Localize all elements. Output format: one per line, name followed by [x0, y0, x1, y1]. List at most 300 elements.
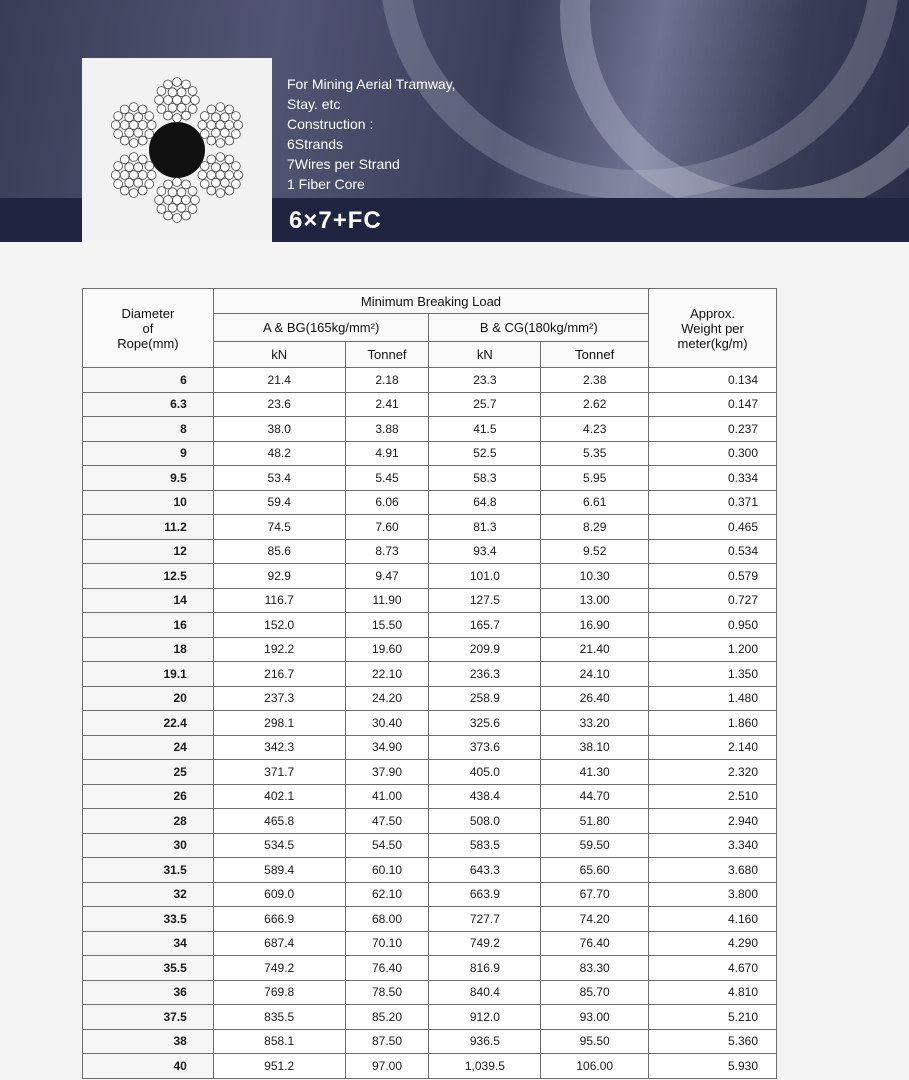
a-tonnef-cell: 7.60 [345, 515, 429, 540]
b-tonnef-cell: 106.00 [541, 1054, 649, 1079]
b-kn-cell: 405.0 [429, 760, 541, 785]
table-row [83, 466, 777, 491]
diameter-cell: 32 [83, 882, 214, 907]
header-line: Rope(mm) [117, 335, 179, 351]
b-kn-cell: 727.7 [429, 907, 541, 932]
wire-shape [220, 178, 229, 187]
header-line: meter(kg/m) [677, 335, 748, 351]
diameter-cell: 14 [83, 588, 214, 613]
table-row [83, 907, 777, 932]
wire-shape [188, 87, 197, 96]
b-tonnef-cell: 85.70 [541, 980, 649, 1005]
weight-cell: 0.300 [649, 441, 777, 466]
weight-header [649, 289, 777, 368]
b-kn-cell: 438.4 [429, 784, 541, 809]
wire-shape [134, 163, 143, 172]
wire-shape [220, 113, 229, 122]
table-row [83, 1029, 777, 1054]
wire-shape [157, 187, 166, 196]
weight-cell: 0.334 [649, 466, 777, 491]
b-kn-cell: 663.9 [429, 882, 541, 907]
a-kn-cell: 74.5 [213, 515, 345, 540]
table-row [83, 613, 777, 638]
table-row [83, 662, 777, 687]
wire-shape [147, 171, 156, 180]
spec-table [82, 288, 777, 1079]
a-kn-cell: 216.7 [213, 662, 345, 687]
table-row [83, 1054, 777, 1079]
weight-cell: 4.810 [649, 980, 777, 1005]
a-kn-cell: 858.1 [213, 1029, 345, 1054]
b-kn-cell: 93.4 [429, 539, 541, 564]
wire-shape [207, 155, 216, 164]
table-row [83, 490, 777, 515]
table-row [83, 858, 777, 883]
table-row [83, 809, 777, 834]
b-tonnef-cell: 16.90 [541, 613, 649, 638]
header-line: Weight per [681, 320, 744, 336]
wire-shape [225, 155, 234, 164]
wire-shape [168, 203, 177, 212]
diameter-cell: 28 [83, 809, 214, 834]
wire-shape [155, 96, 164, 105]
weight-cell: 0.371 [649, 490, 777, 515]
table-row [83, 784, 777, 809]
a-kn-cell: 666.9 [213, 907, 345, 932]
wire-shape [129, 121, 138, 130]
wire-shape [198, 121, 207, 130]
a-tonnef-cell: 11.90 [345, 588, 429, 613]
a-tonnef-cell: 41.00 [345, 784, 429, 809]
spec-sheet [82, 288, 777, 1078]
wire-shape [157, 87, 166, 96]
wire-shape [211, 113, 220, 122]
table-row [83, 956, 777, 981]
wire-shape [211, 178, 220, 187]
a-kn-cell: 402.1 [213, 784, 345, 809]
b-kn-cell: 236.3 [429, 662, 541, 687]
diameter-cell: 26 [83, 784, 214, 809]
wire-shape [173, 78, 182, 87]
a-tonnef-cell: 60.10 [345, 858, 429, 883]
b-tonnef-cell: 13.00 [541, 588, 649, 613]
weight-cell: 5.210 [649, 1005, 777, 1030]
a-kn-cell: 687.4 [213, 931, 345, 956]
wire-shape [182, 111, 191, 120]
wire-shape [225, 121, 234, 130]
wire-shape [225, 171, 234, 180]
wire-shape [164, 96, 173, 105]
wire-shape [173, 114, 182, 123]
a-tonnef-cell: 8.73 [345, 539, 429, 564]
wire-shape [138, 155, 147, 164]
b-kn-cell: 127.5 [429, 588, 541, 613]
a-tonnef-cell: 97.00 [345, 1054, 429, 1079]
b-tonnef-cell: 38.10 [541, 735, 649, 760]
b-tonnef-cell: 26.40 [541, 686, 649, 711]
weight-cell: 3.800 [649, 882, 777, 907]
a-kn-cell: 192.2 [213, 637, 345, 662]
header-line: Approx. [690, 305, 735, 321]
wire-shape [207, 121, 216, 130]
diameter-cell: 34 [83, 931, 214, 956]
diameter-cell: 19.1 [83, 662, 214, 687]
b-tonnef-cell: 9.52 [541, 539, 649, 564]
a-kn-cell: 116.7 [213, 588, 345, 613]
weight-cell: 3.680 [649, 858, 777, 883]
wire-shape [177, 103, 186, 112]
rope-cross-section-icon [100, 70, 254, 230]
wire-shape [145, 130, 154, 139]
weight-cell: 0.237 [649, 417, 777, 442]
a-tonnef-cell: 2.18 [345, 368, 429, 393]
a-tonnef-cell: 9.47 [345, 564, 429, 589]
b-kn-cell: 258.9 [429, 686, 541, 711]
weight-cell: 4.290 [649, 931, 777, 956]
wire-shape [216, 121, 225, 130]
wire-shape [234, 121, 243, 130]
a-kn-cell: 237.3 [213, 686, 345, 711]
table-row [83, 539, 777, 564]
b-tonnef-cell: 95.50 [541, 1029, 649, 1054]
wire-shape [182, 80, 191, 89]
b-tonnef-cell: 10.30 [541, 564, 649, 589]
b-kn-cell: 81.3 [429, 515, 541, 540]
wire-shape [173, 96, 182, 105]
a-tonnef-cell: 47.50 [345, 809, 429, 834]
b-kn-cell: 209.9 [429, 637, 541, 662]
diameter-cell: 31.5 [83, 858, 214, 883]
header-line: of [142, 320, 154, 336]
b-kn-cell: 52.5 [429, 441, 541, 466]
weight-cell: 2.320 [649, 760, 777, 785]
group-a-header: A & BG(165kg/mm²) [213, 314, 429, 342]
wire-shape [182, 211, 191, 220]
min-breaking-load-header: Minimum Breaking Load [213, 289, 648, 314]
b-tonnef-cell: 59.50 [541, 833, 649, 858]
table-row [83, 368, 777, 393]
b-tonnef-cell: 24.10 [541, 662, 649, 687]
weight-cell: 2.940 [649, 809, 777, 834]
diameter-cell: 6.3 [83, 392, 214, 417]
b-tonnef-cell: 93.00 [541, 1005, 649, 1030]
wire-shape [182, 180, 191, 189]
b-kn-cell: 165.7 [429, 613, 541, 638]
wire-shape [198, 171, 207, 180]
b-tonnef-cell: 2.62 [541, 392, 649, 417]
a-kn-cell: 589.4 [213, 858, 345, 883]
wire-shape [138, 121, 147, 130]
wire-shape [225, 136, 234, 145]
description-line: Construction : [287, 116, 374, 132]
b-kn-cell: 23.3 [429, 368, 541, 393]
wire-shape [177, 188, 186, 197]
a-tonnef-cell: 54.50 [345, 833, 429, 858]
wire-shape [129, 171, 138, 180]
a-tonnef-cell: 62.10 [345, 882, 429, 907]
wire-shape [211, 128, 220, 137]
wire-shape [216, 171, 225, 180]
table-row [83, 564, 777, 589]
wire-shape [155, 196, 164, 205]
b-tonnef-cell: 67.70 [541, 882, 649, 907]
table-row [83, 441, 777, 466]
wire-shape [164, 196, 173, 205]
b-tonnef-cell: 2.38 [541, 368, 649, 393]
wire-shape [216, 153, 225, 162]
a-kn-cell: 534.5 [213, 833, 345, 858]
diameter-cell: 22.4 [83, 711, 214, 736]
wire-shape [145, 180, 154, 189]
b-kn-cell: 583.5 [429, 833, 541, 858]
a-kn-cell: 48.2 [213, 441, 345, 466]
description-line: 6Strands [287, 136, 344, 152]
weight-cell: 0.727 [649, 588, 777, 613]
wire-shape [120, 136, 129, 145]
b-tonnef-cell: 83.30 [541, 956, 649, 981]
a-tonnef-cell: 2.41 [345, 392, 429, 417]
description-line: 1 Fiber Core [287, 176, 365, 192]
a-kn-cell: 371.7 [213, 760, 345, 785]
wire-shape [232, 180, 241, 189]
table-row [83, 760, 777, 785]
weight-cell: 3.340 [649, 833, 777, 858]
wire-shape [125, 128, 134, 137]
b-tonnef-cell: 33.20 [541, 711, 649, 736]
b-tonnef-cell: 5.35 [541, 441, 649, 466]
wire-shape [182, 196, 191, 205]
wire-shape [120, 186, 129, 195]
b-tonnef-cell: 76.40 [541, 931, 649, 956]
weight-cell: 0.579 [649, 564, 777, 589]
a-tonnef-cell: 4.91 [345, 441, 429, 466]
wire-shape [188, 105, 197, 114]
b-tonnef-cell: 41.30 [541, 760, 649, 785]
wire-shape [173, 214, 182, 223]
diameter-cell: 37.5 [83, 1005, 214, 1030]
wire-shape [168, 103, 177, 112]
diameter-cell: 16 [83, 613, 214, 638]
weight-cell: 1.860 [649, 711, 777, 736]
a-kn-cell: 609.0 [213, 882, 345, 907]
wire-shape [111, 171, 120, 180]
kn-header: kN [213, 342, 345, 368]
wire-shape [182, 96, 191, 105]
diameter-cell: 9.5 [83, 466, 214, 491]
description-line: For Mining Aerial Tramway, [287, 76, 456, 92]
table-row [83, 711, 777, 736]
table-row [83, 392, 777, 417]
b-kn-cell: 41.5 [429, 417, 541, 442]
weight-cell: 1.480 [649, 686, 777, 711]
table-row [83, 417, 777, 442]
wire-shape [114, 130, 123, 139]
wire-shape [168, 188, 177, 197]
wire-shape [234, 171, 243, 180]
a-kn-cell: 23.6 [213, 392, 345, 417]
table-row [83, 588, 777, 613]
wire-shape [216, 139, 225, 148]
a-kn-cell: 152.0 [213, 613, 345, 638]
wire-shape [164, 211, 173, 220]
wire-shape [120, 121, 129, 130]
b-kn-cell: 373.6 [429, 735, 541, 760]
b-kn-cell: 643.3 [429, 858, 541, 883]
wire-shape [125, 113, 134, 122]
a-tonnef-cell: 5.45 [345, 466, 429, 491]
wire-shape [173, 196, 182, 205]
wire-shape [129, 153, 138, 162]
description-line: Stay. etc [287, 96, 341, 112]
wire-shape [200, 112, 209, 121]
diameter-cell: 9 [83, 441, 214, 466]
diameter-cell: 6 [83, 368, 214, 393]
wire-shape [188, 187, 197, 196]
wire-shape [168, 88, 177, 97]
wire-shape [164, 80, 173, 89]
weight-cell: 2.510 [649, 784, 777, 809]
wire-shape [173, 178, 182, 187]
wire-shape [216, 103, 225, 112]
wire-shape [145, 112, 154, 121]
weight-cell: 0.465 [649, 515, 777, 540]
wire-shape [164, 180, 173, 189]
a-tonnef-cell: 78.50 [345, 980, 429, 1005]
diameter-cell: 24 [83, 735, 214, 760]
b-kn-cell: 58.3 [429, 466, 541, 491]
diameter-header [83, 289, 214, 368]
b-tonnef-cell: 44.70 [541, 784, 649, 809]
weight-cell: 0.147 [649, 392, 777, 417]
diameter-cell: 10 [83, 490, 214, 515]
b-kn-cell: 25.7 [429, 392, 541, 417]
a-kn-cell: 53.4 [213, 466, 345, 491]
a-tonnef-cell: 6.06 [345, 490, 429, 515]
b-kn-cell: 840.4 [429, 980, 541, 1005]
diameter-cell: 12.5 [83, 564, 214, 589]
wire-shape [120, 171, 129, 180]
fiber-core-shape [149, 122, 205, 178]
wire-shape [200, 180, 209, 189]
wire-shape [114, 180, 123, 189]
b-kn-cell: 1,039.5 [429, 1054, 541, 1079]
wire-shape [207, 105, 216, 114]
diameter-cell: 30 [83, 833, 214, 858]
b-tonnef-cell: 21.40 [541, 637, 649, 662]
wire-shape [200, 130, 209, 139]
weight-cell: 5.360 [649, 1029, 777, 1054]
wire-shape [191, 96, 200, 105]
table-row [83, 931, 777, 956]
a-tonnef-cell: 34.90 [345, 735, 429, 760]
wire-shape [129, 189, 138, 198]
wire-shape [200, 162, 209, 171]
diameter-cell: 18 [83, 637, 214, 662]
a-kn-cell: 85.6 [213, 539, 345, 564]
wire-shape [134, 178, 143, 187]
product-description [275, 58, 505, 198]
diameter-cell: 38 [83, 1029, 214, 1054]
wire-shape [120, 155, 129, 164]
diameter-cell: 8 [83, 417, 214, 442]
wire-shape [191, 196, 200, 205]
weight-cell: 0.134 [649, 368, 777, 393]
weight-cell: 0.534 [649, 539, 777, 564]
wire-shape [129, 103, 138, 112]
tonnef-header: Tonnef [541, 342, 649, 368]
weight-cell: 1.350 [649, 662, 777, 687]
wire-shape [134, 128, 143, 137]
a-tonnef-cell: 76.40 [345, 956, 429, 981]
wire-shape [120, 105, 129, 114]
diameter-cell: 33.5 [83, 907, 214, 932]
wire-shape [207, 136, 216, 145]
a-tonnef-cell: 87.50 [345, 1029, 429, 1054]
wire-shape [134, 113, 143, 122]
table-row [83, 1005, 777, 1030]
a-tonnef-cell: 68.00 [345, 907, 429, 932]
b-kn-cell: 912.0 [429, 1005, 541, 1030]
a-kn-cell: 465.8 [213, 809, 345, 834]
wire-shape [207, 186, 216, 195]
table-row [83, 686, 777, 711]
wire-shape [177, 203, 186, 212]
a-kn-cell: 298.1 [213, 711, 345, 736]
weight-cell: 2.140 [649, 735, 777, 760]
weight-cell: 4.160 [649, 907, 777, 932]
a-kn-cell: 38.0 [213, 417, 345, 442]
wire-shape [145, 162, 154, 171]
table-row [83, 735, 777, 760]
wire-shape [138, 105, 147, 114]
b-tonnef-cell: 74.20 [541, 907, 649, 932]
a-tonnef-cell: 15.50 [345, 613, 429, 638]
b-kn-cell: 64.8 [429, 490, 541, 515]
b-kn-cell: 325.6 [429, 711, 541, 736]
product-code: 6×7+FC [289, 207, 382, 234]
wire-shape [157, 205, 166, 214]
wire-shape [157, 105, 166, 114]
b-tonnef-cell: 51.80 [541, 809, 649, 834]
wire-shape [232, 162, 241, 171]
wire-shape [177, 88, 186, 97]
a-tonnef-cell: 22.10 [345, 662, 429, 687]
weight-cell: 1.200 [649, 637, 777, 662]
wire-shape [220, 128, 229, 137]
a-kn-cell: 951.2 [213, 1054, 345, 1079]
a-tonnef-cell: 30.40 [345, 711, 429, 736]
a-kn-cell: 59.4 [213, 490, 345, 515]
table-row [83, 833, 777, 858]
b-kn-cell: 749.2 [429, 931, 541, 956]
description-line: 7Wires per Strand [287, 156, 400, 172]
rope-cross-section-image [82, 58, 272, 242]
table-row [83, 882, 777, 907]
wire-shape [207, 171, 216, 180]
b-tonnef-cell: 8.29 [541, 515, 649, 540]
table-row [83, 980, 777, 1005]
b-tonnef-cell: 6.61 [541, 490, 649, 515]
weight-cell: 5.930 [649, 1054, 777, 1079]
wire-shape [216, 189, 225, 198]
table-row [83, 637, 777, 662]
wire-shape [111, 121, 120, 130]
a-kn-cell: 835.5 [213, 1005, 345, 1030]
kn-header: kN [429, 342, 541, 368]
b-kn-cell: 936.5 [429, 1029, 541, 1054]
wire-shape [232, 130, 241, 139]
wire-shape [138, 186, 147, 195]
